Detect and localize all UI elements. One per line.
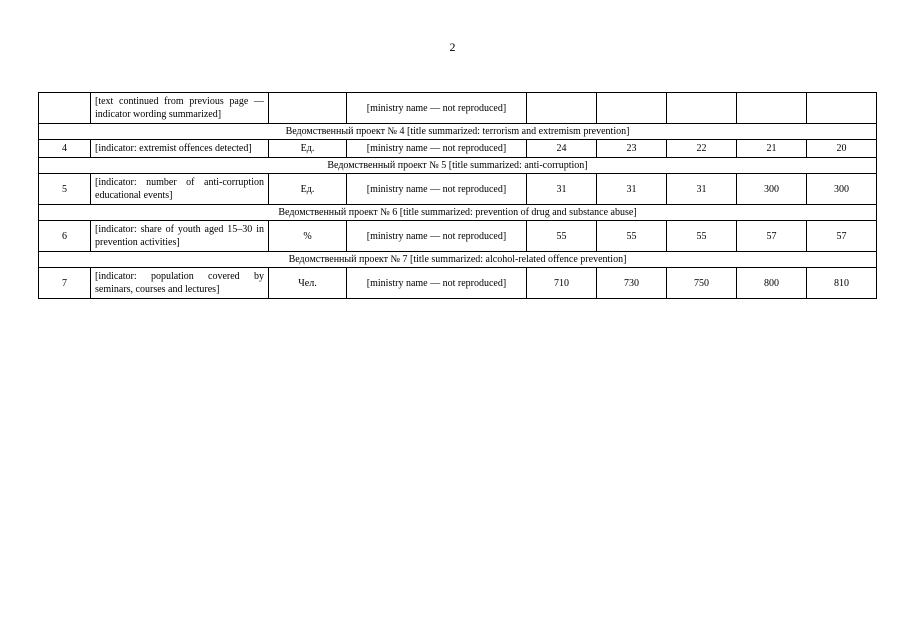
section-title: Ведомственный проект № 4 [title summarized: terrorism and extremism prevention] bbox=[39, 124, 877, 140]
section-header-row bbox=[39, 205, 877, 221]
indicator-name: [indicator: extremist offences detected] bbox=[91, 140, 269, 158]
table-row bbox=[39, 93, 877, 124]
section-title: Ведомственный проект № 7 [title summarized: alcohol-related offence prevention] bbox=[39, 252, 877, 268]
row-number: 4 bbox=[39, 140, 91, 158]
value-cell: 23 bbox=[597, 140, 667, 158]
unit-cell: Ед. bbox=[269, 140, 347, 158]
table-row bbox=[39, 268, 877, 299]
section-header-row bbox=[39, 158, 877, 174]
section-header-row bbox=[39, 252, 877, 268]
value-cell bbox=[667, 93, 737, 124]
value-cell bbox=[737, 93, 807, 124]
table-row bbox=[39, 140, 877, 158]
value-cell: 21 bbox=[737, 140, 807, 158]
table-row bbox=[39, 174, 877, 205]
row-number bbox=[39, 93, 91, 124]
unit-cell: Чел. bbox=[269, 268, 347, 299]
section-title: Ведомственный проект № 5 [title summarized: anti-corruption] bbox=[39, 158, 877, 174]
value-cell bbox=[597, 93, 667, 124]
value-cell bbox=[527, 93, 597, 124]
value-cell: 55 bbox=[667, 221, 737, 252]
table-body bbox=[39, 93, 877, 299]
unit-cell bbox=[269, 93, 347, 124]
value-cell: 710 bbox=[527, 268, 597, 299]
responsible-org: [ministry name — not reproduced] bbox=[347, 221, 527, 252]
value-cell: 57 bbox=[737, 221, 807, 252]
indicator-name: [indicator: share of youth aged 15–30 in prevention activities] bbox=[91, 221, 269, 252]
responsible-org: [ministry name — not reproduced] bbox=[347, 268, 527, 299]
indicator-name: [indicator: population covered by seminars, courses and lectures] bbox=[91, 268, 269, 299]
section-header-row bbox=[39, 124, 877, 140]
indicators-table bbox=[38, 92, 877, 299]
page-number: 2 bbox=[449, 40, 456, 54]
value-cell: 22 bbox=[667, 140, 737, 158]
value-cell: 750 bbox=[667, 268, 737, 299]
responsible-org: [ministry name — not reproduced] bbox=[347, 93, 527, 124]
value-cell: 24 bbox=[527, 140, 597, 158]
row-number: 7 bbox=[39, 268, 91, 299]
unit-cell: % bbox=[269, 221, 347, 252]
value-cell: 300 bbox=[737, 174, 807, 205]
value-cell: 800 bbox=[737, 268, 807, 299]
responsible-org: [ministry name — not reproduced] bbox=[347, 174, 527, 205]
indicator-name: [indicator: number of anti-corruption educational events] bbox=[91, 174, 269, 205]
table-row bbox=[39, 221, 877, 252]
value-cell bbox=[807, 93, 877, 124]
unit-cell: Ед. bbox=[269, 174, 347, 205]
value-cell: 55 bbox=[527, 221, 597, 252]
row-number: 6 bbox=[39, 221, 91, 252]
value-cell: 20 bbox=[807, 140, 877, 158]
value-cell: 31 bbox=[527, 174, 597, 205]
value-cell: 31 bbox=[667, 174, 737, 205]
value-cell: 810 bbox=[807, 268, 877, 299]
value-cell: 57 bbox=[807, 221, 877, 252]
responsible-org: [ministry name — not reproduced] bbox=[347, 140, 527, 158]
row-number: 5 bbox=[39, 174, 91, 205]
value-cell: 31 bbox=[597, 174, 667, 205]
value-cell: 300 bbox=[807, 174, 877, 205]
value-cell: 730 bbox=[597, 268, 667, 299]
indicator-name: [text continued from previous page — indicator wording summarized] bbox=[91, 93, 269, 124]
section-title: Ведомственный проект № 6 [title summarized: prevention of drug and substance abuse] bbox=[39, 205, 877, 221]
value-cell: 55 bbox=[597, 221, 667, 252]
